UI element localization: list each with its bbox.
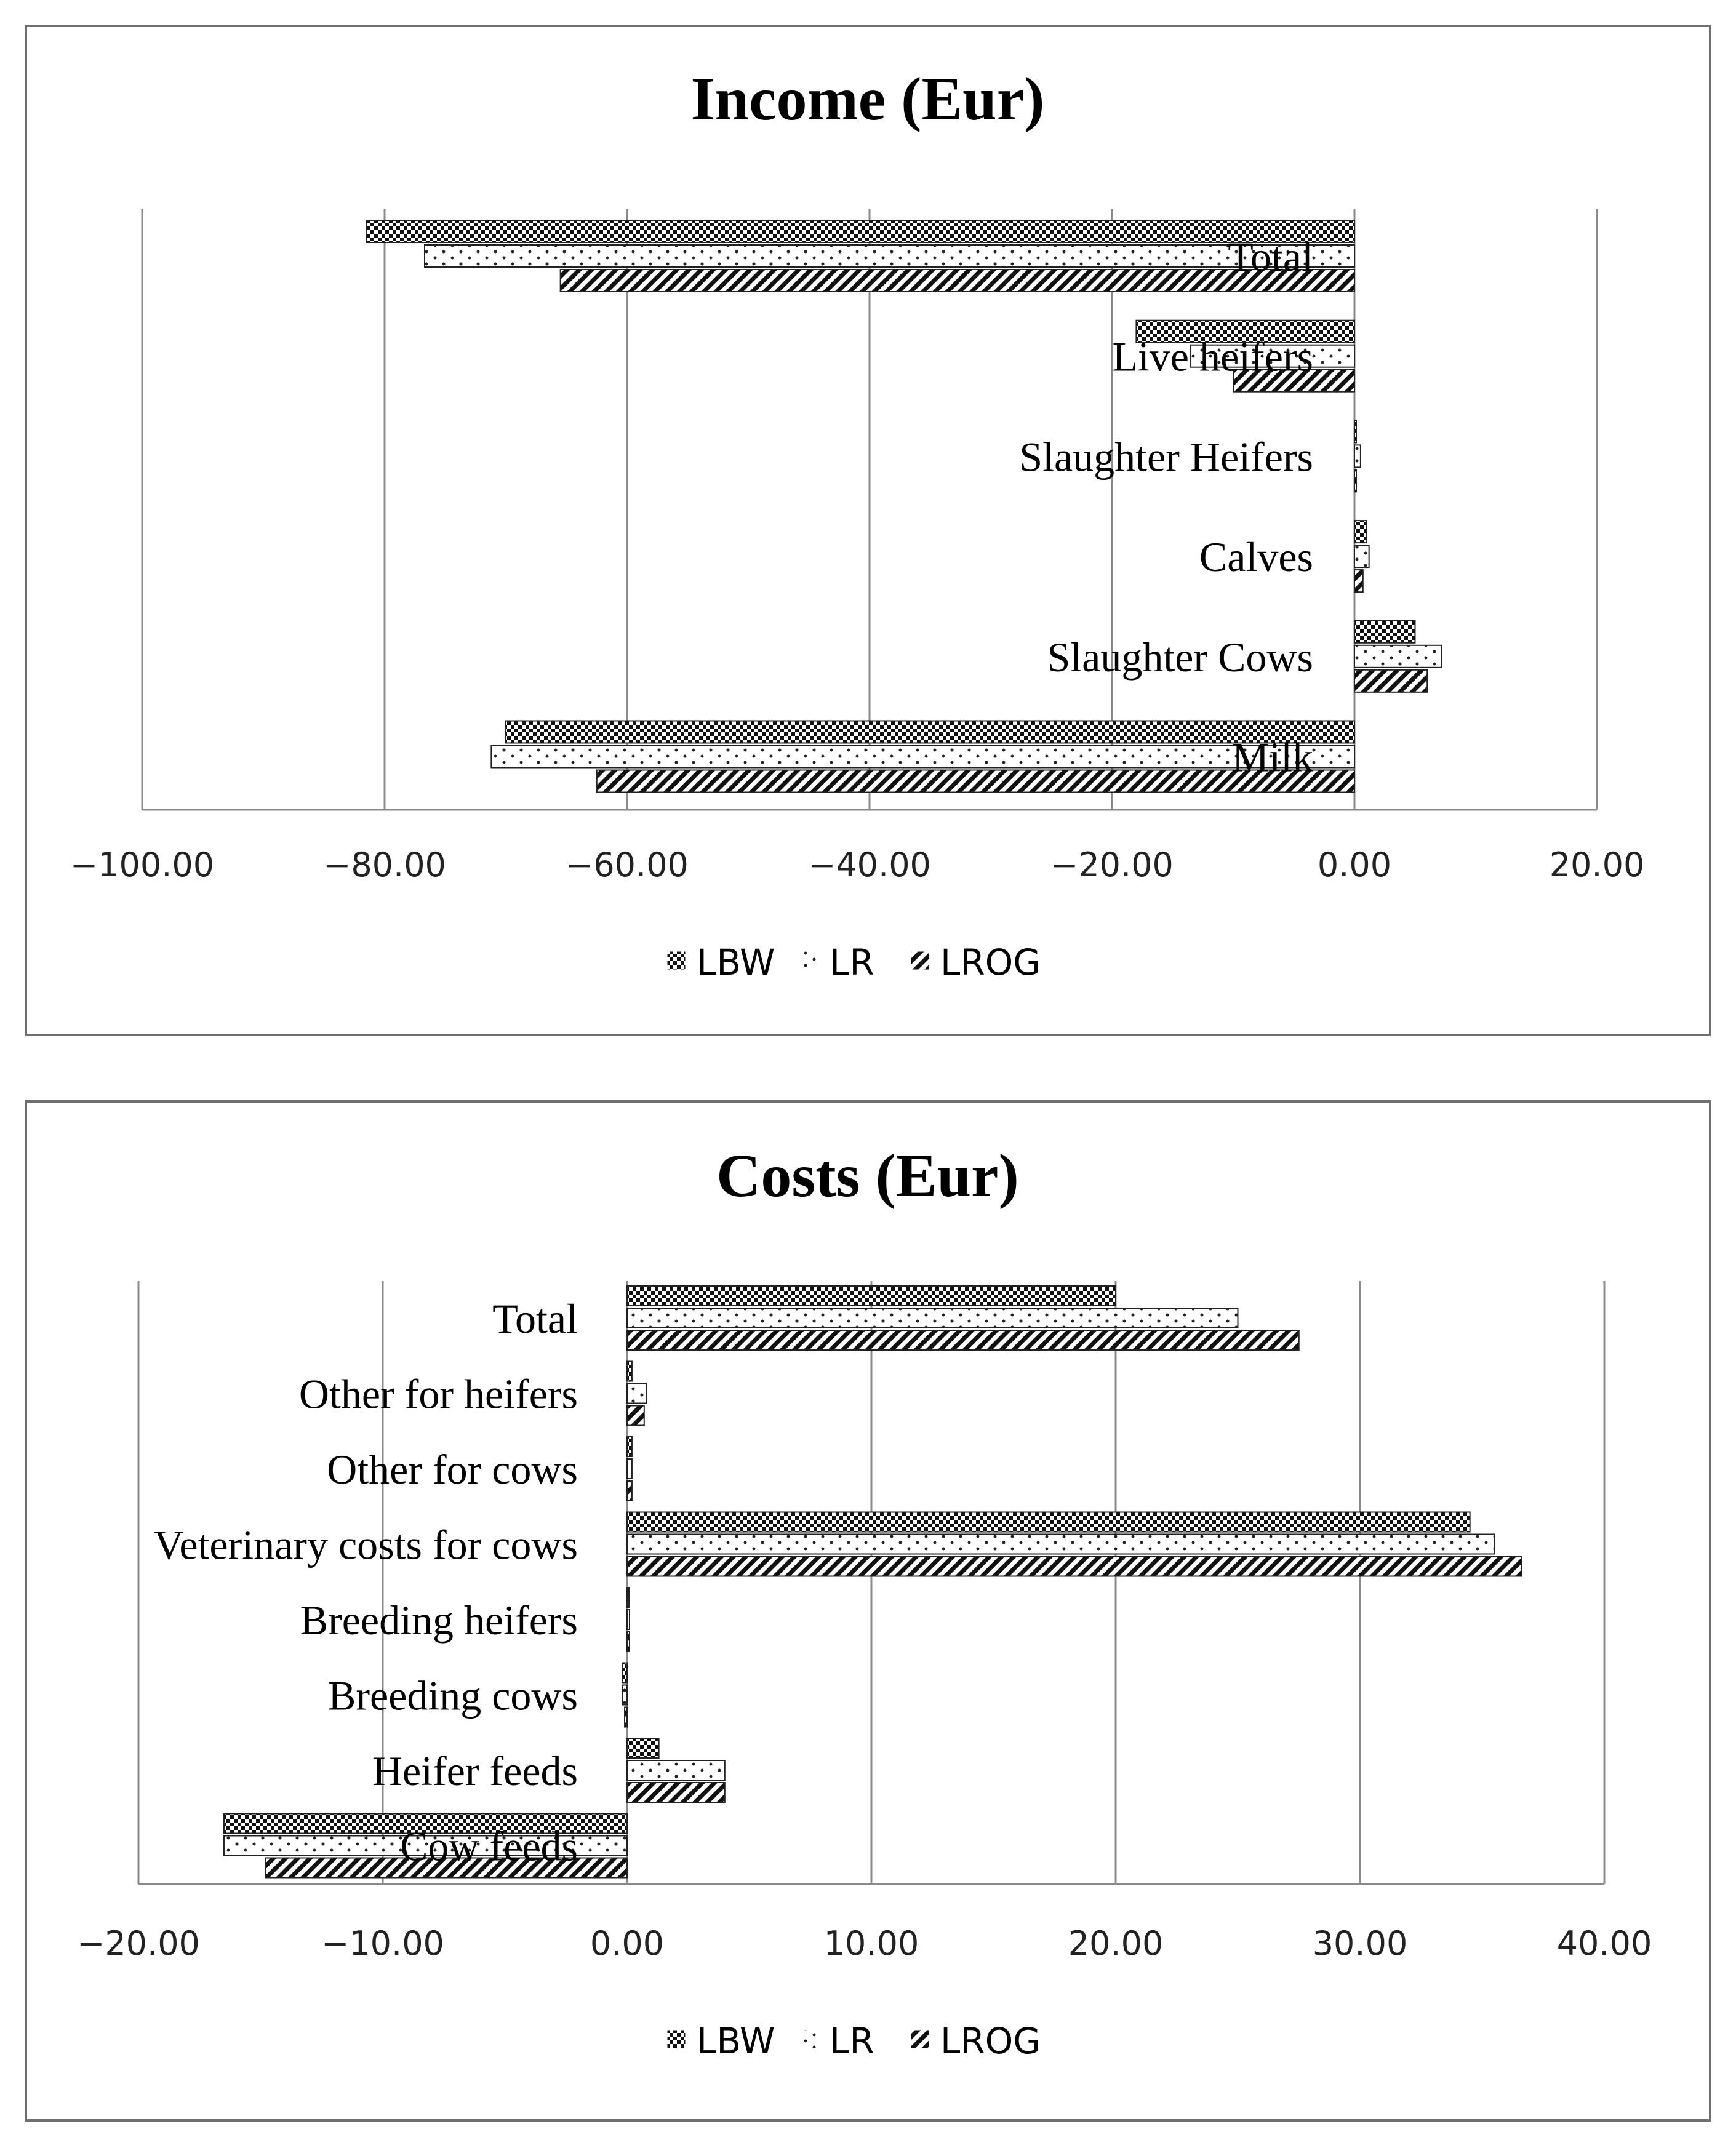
bar-lrog-calves bbox=[1354, 570, 1363, 592]
bar-lr-other-for-cows bbox=[627, 1459, 632, 1479]
tick-label: −20.00 bbox=[1050, 845, 1174, 884]
tick-label: 0.00 bbox=[1317, 845, 1392, 884]
bar-lr-breeding-heifers bbox=[627, 1610, 630, 1629]
category-label: Slaughter Cows bbox=[1047, 633, 1313, 681]
legend-swatch-lrog bbox=[911, 951, 929, 970]
bar-lr-milk bbox=[491, 746, 1354, 768]
bar-lr-other-for-heifers bbox=[627, 1384, 647, 1404]
bar-lrog-total bbox=[627, 1330, 1299, 1350]
category-label: Other for cows bbox=[327, 1446, 578, 1493]
legend-swatch-lr bbox=[800, 951, 818, 970]
tick-label: −100.00 bbox=[70, 845, 215, 884]
bar-lbw-heifer-feeds bbox=[627, 1738, 659, 1758]
category-label: Total bbox=[1228, 233, 1313, 280]
bar-lbw-veterinary-costs-for-cows bbox=[627, 1512, 1470, 1532]
category-label: Total bbox=[492, 1295, 578, 1342]
costs-chart bbox=[27, 1103, 1709, 2119]
bar-lrog-slaughter-cows bbox=[1354, 670, 1427, 692]
tick-label: 30.00 bbox=[1312, 1924, 1408, 1963]
category-label: Breeding heifers bbox=[300, 1597, 578, 1644]
category-label: Milk bbox=[1231, 733, 1313, 781]
bar-lr-breeding-cows bbox=[622, 1685, 627, 1705]
bar-lbw-breeding-cows bbox=[622, 1663, 627, 1683]
bar-lrog-veterinary-costs-for-cows bbox=[627, 1557, 1521, 1576]
bar-lbw-calves bbox=[1354, 521, 1367, 543]
legend-swatch-lbw bbox=[667, 2030, 686, 2048]
bar-lr-total bbox=[425, 245, 1354, 267]
tick-label: −20.00 bbox=[77, 1924, 200, 1963]
legend-label-lr: LR bbox=[830, 941, 874, 983]
legend-label-lbw: LBW bbox=[697, 2020, 775, 2062]
tick-label: −10.00 bbox=[321, 1924, 444, 1963]
tick-label: −40.00 bbox=[808, 845, 931, 884]
tick-label: 20.00 bbox=[1549, 845, 1645, 884]
chart-title: Income (Eur) bbox=[690, 65, 1045, 133]
bar-lr-slaughter-cows bbox=[1354, 645, 1442, 668]
tick-label: 10.00 bbox=[823, 1924, 919, 1963]
bar-lbw-total bbox=[627, 1286, 1116, 1306]
category-label: Slaughter Heifers bbox=[1019, 433, 1313, 481]
bar-lrog-other-for-heifers bbox=[627, 1406, 644, 1426]
bar-lbw-slaughter-heifers bbox=[1354, 420, 1356, 442]
tick-label: 20.00 bbox=[1068, 1924, 1164, 1963]
category-label: Veterinary costs for cows bbox=[153, 1521, 578, 1568]
legend-label-lbw: LBW bbox=[697, 941, 775, 983]
bar-lrog-breeding-heifers bbox=[627, 1632, 630, 1652]
bar-lbw-breeding-heifers bbox=[627, 1588, 629, 1607]
legend-swatch-lbw bbox=[667, 951, 686, 970]
legend-swatch-lrog bbox=[911, 2030, 929, 2048]
bar-lr-veterinary-costs-for-cows bbox=[627, 1535, 1494, 1554]
bar-lr-heifer-feeds bbox=[627, 1760, 725, 1780]
bar-lbw-milk bbox=[506, 721, 1354, 743]
tick-label: 0.00 bbox=[590, 1924, 665, 1963]
tick-label: −80.00 bbox=[323, 845, 446, 884]
bar-lbw-other-for-heifers bbox=[627, 1362, 632, 1381]
bar-lrog-other-for-cows bbox=[627, 1481, 632, 1501]
chart-title: Costs (Eur) bbox=[716, 1141, 1019, 1210]
bar-lbw-slaughter-cows bbox=[1354, 621, 1415, 643]
legend-label-lrog: LROG bbox=[940, 2020, 1041, 2062]
legend-label-lr: LR bbox=[830, 2020, 874, 2062]
bar-lrog-heifer-feeds bbox=[627, 1783, 725, 1802]
category-label: Calves bbox=[1199, 533, 1313, 581]
income-chart-panel bbox=[25, 25, 1711, 1036]
bar-lbw-total bbox=[366, 220, 1354, 242]
bar-lrog-breeding-cows bbox=[625, 1708, 627, 1727]
bar-lbw-other-for-cows bbox=[627, 1437, 632, 1456]
bar-lrog-slaughter-heifers bbox=[1354, 469, 1356, 492]
category-label: Heifer feeds bbox=[372, 1748, 578, 1794]
bar-lr-slaughter-heifers bbox=[1354, 445, 1361, 467]
category-label: Cow feeds bbox=[400, 1823, 578, 1870]
legend-swatch-lr bbox=[800, 2030, 818, 2048]
tick-label: 40.00 bbox=[1556, 1924, 1652, 1963]
bar-lr-calves bbox=[1354, 545, 1369, 567]
costs-chart-panel bbox=[25, 1100, 1711, 2122]
tick-label: −60.00 bbox=[566, 845, 689, 884]
category-label: Other for heifers bbox=[298, 1370, 578, 1418]
income-chart bbox=[27, 27, 1709, 1034]
bar-lr-total bbox=[627, 1308, 1238, 1328]
category-label: Live heifers bbox=[1112, 333, 1313, 380]
category-label: Breeding cows bbox=[327, 1672, 578, 1719]
legend-label-lrog: LROG bbox=[940, 941, 1041, 983]
